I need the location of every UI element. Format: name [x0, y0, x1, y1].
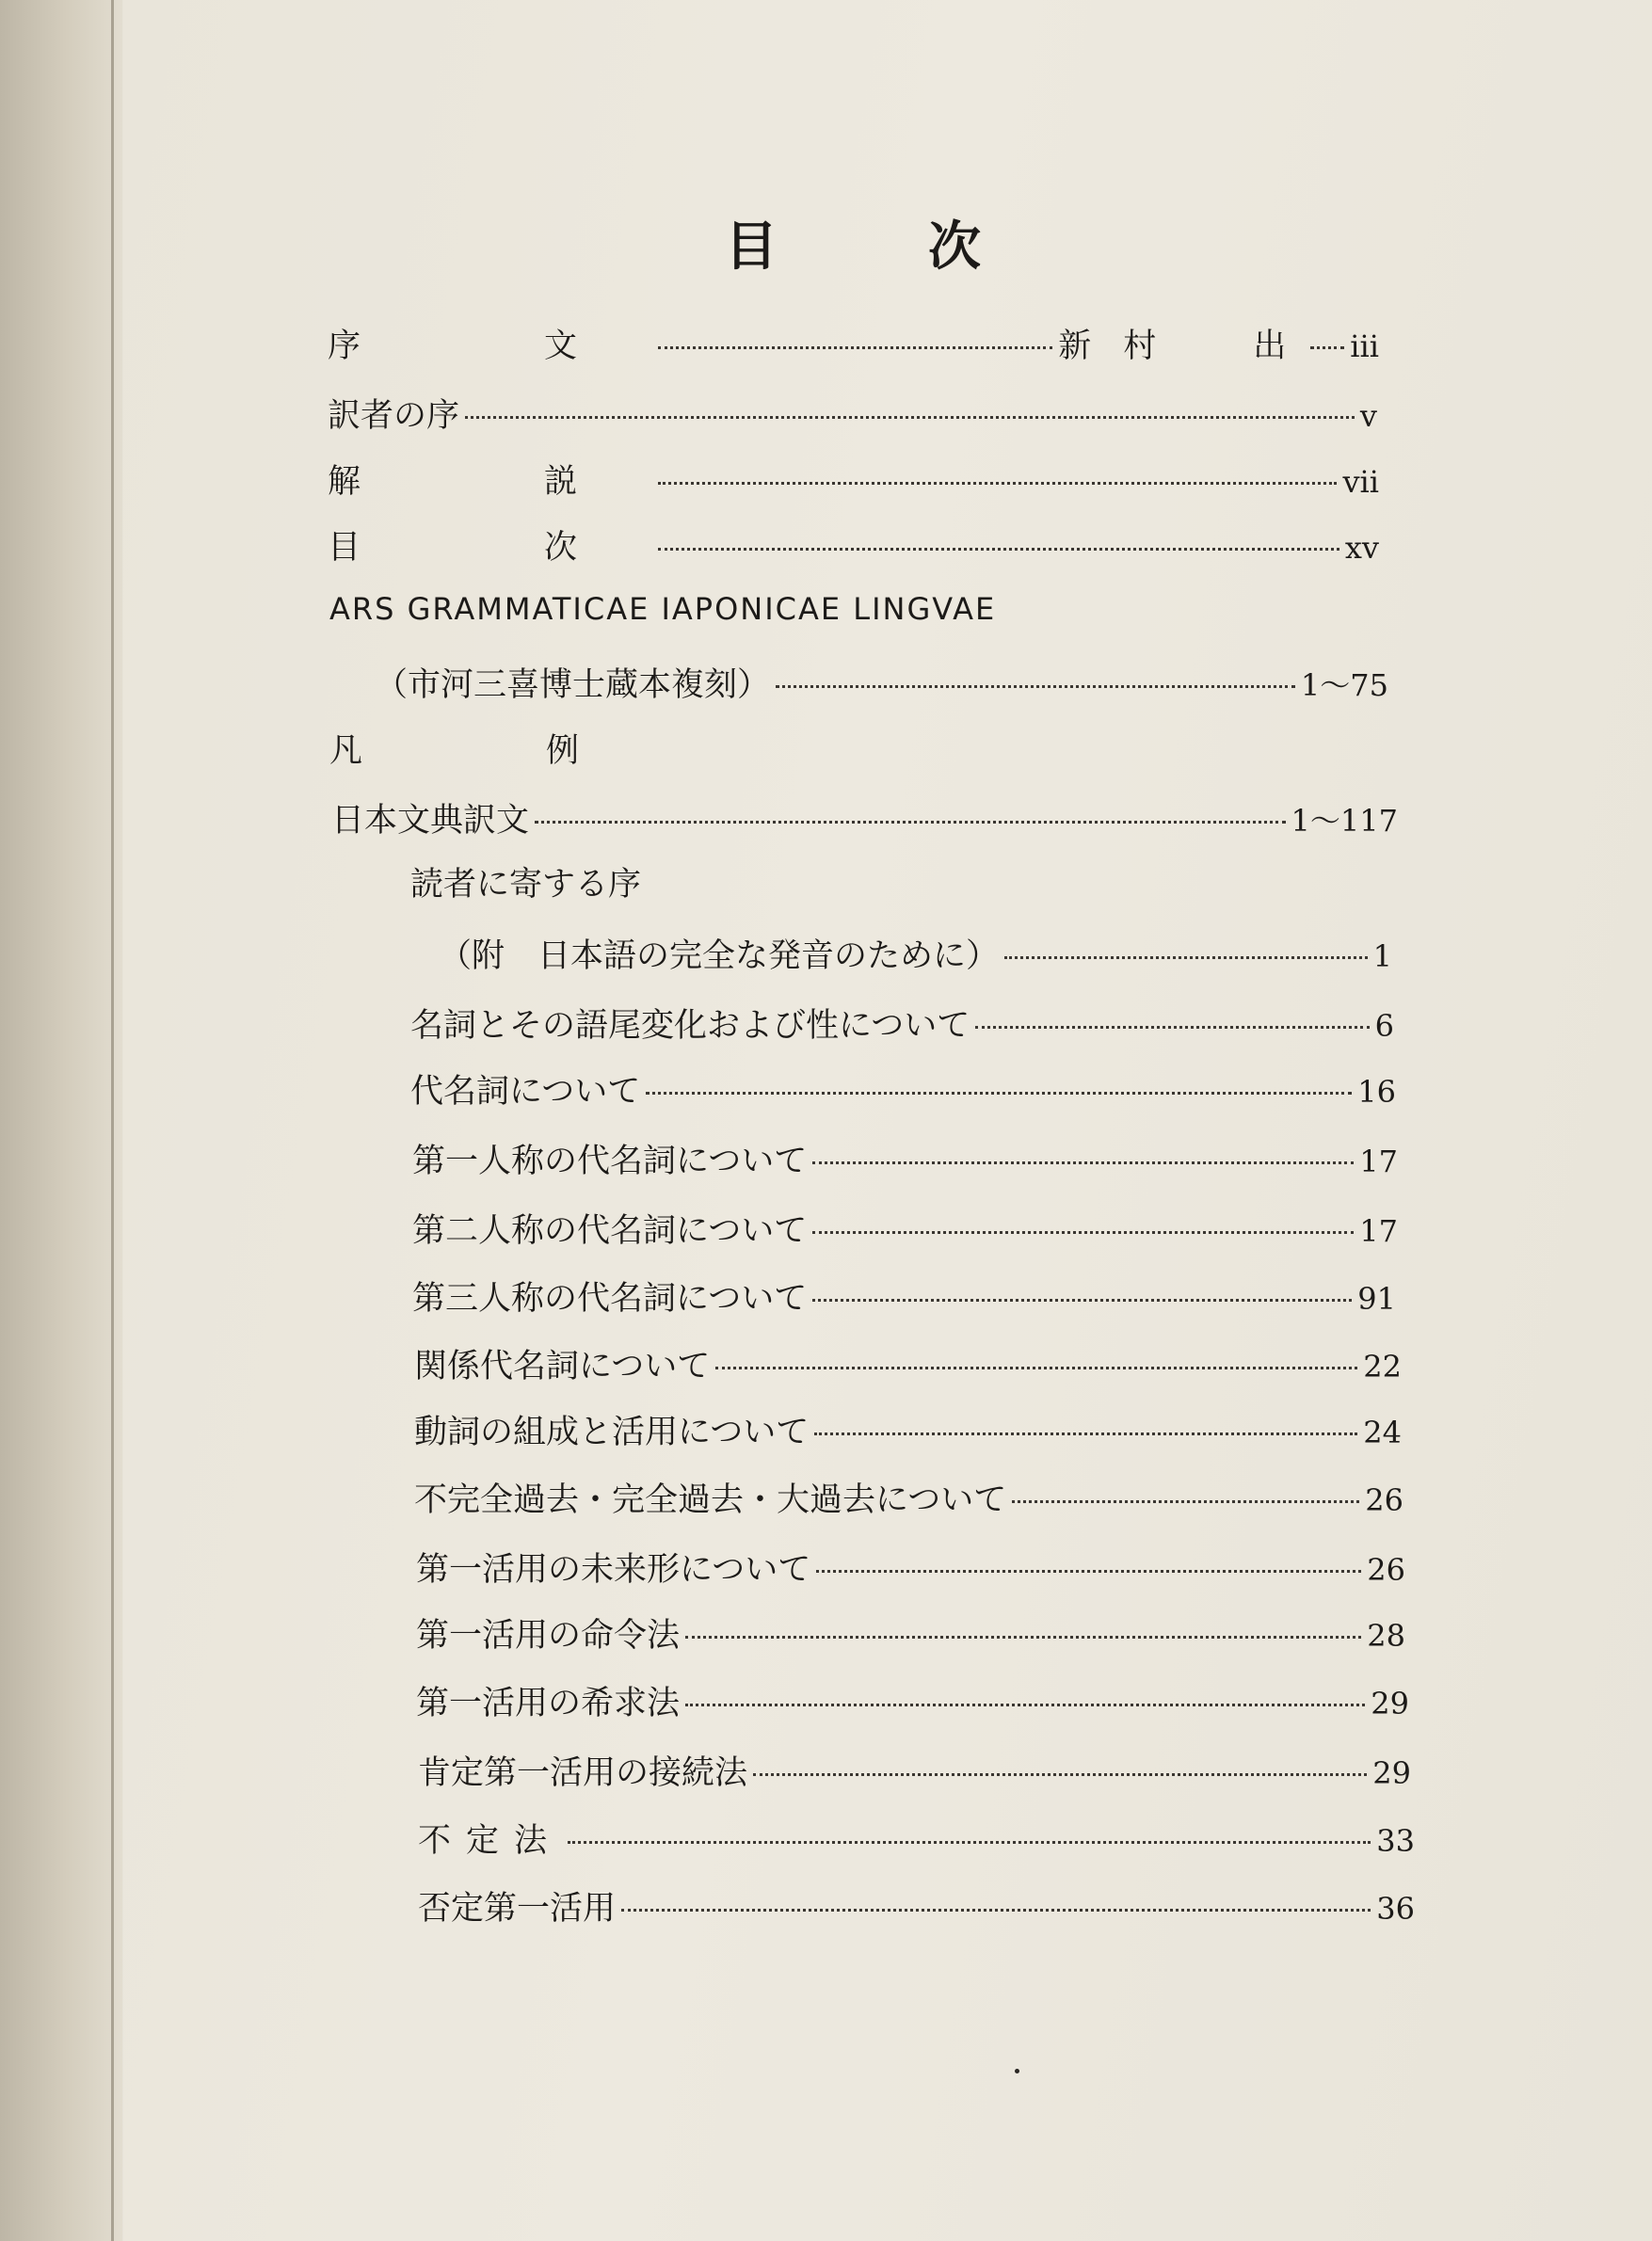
dot-leader [776, 685, 1295, 688]
toc-entry-page: 24 [1363, 1415, 1402, 1450]
dot-leader [1310, 346, 1344, 349]
print-speck [1015, 2069, 1019, 2073]
toc-entry-imperative [416, 1609, 1405, 1655]
toc-entry-translator-preface [328, 390, 1377, 435]
toc-entry-page: 26 [1365, 1482, 1403, 1518]
toc-entry-label: 目 次 [328, 529, 653, 567]
toc-entry-page: 16 [1357, 1074, 1396, 1110]
toc-entry-ars-grammaticae [329, 591, 1370, 632]
dot-leader [658, 548, 1339, 551]
toc-entry-label: 否定第一活用 [418, 1890, 617, 1928]
toc-entry-label: 第一活用の命令法 [416, 1617, 681, 1655]
toc-entry-label: （市河三喜博士蔵本複刻） [375, 666, 771, 704]
toc-entry-author: 新村 出 [1058, 328, 1319, 365]
toc-entry-page: 1 [1372, 938, 1392, 974]
dot-leader [465, 416, 1355, 419]
dot-leader [814, 1433, 1357, 1435]
toc-entry-label: 関係代名詞について [414, 1348, 711, 1385]
toc-entry-page: 1～75 [1300, 667, 1388, 703]
toc-entry-future-tense [416, 1544, 1405, 1589]
toc-entry-label: 第二人称の代名詞について [412, 1212, 808, 1250]
page-title: 目次 [725, 216, 1131, 278]
toc-entry-page: 1～117 [1291, 803, 1398, 839]
dot-leader [568, 1841, 1371, 1844]
toc-entry-label: 読者に寄する序 [410, 866, 642, 904]
dot-leader [753, 1773, 1367, 1776]
toc-entry-page: xv [1344, 530, 1379, 566]
toc-entry-contents [328, 521, 1379, 567]
dot-leader [812, 1231, 1354, 1234]
dot-leader [621, 1909, 1371, 1912]
toc-entry-page: iii [1350, 328, 1379, 364]
toc-entry-label: 肯定第一活用の接続法 [418, 1754, 748, 1792]
toc-entry-label: 第三人称の代名詞について [412, 1280, 808, 1318]
toc-entry-page: vii [1342, 464, 1379, 500]
dot-leader [685, 1636, 1361, 1639]
dot-leader [975, 1026, 1369, 1029]
toc-entry-page: 26 [1367, 1552, 1405, 1588]
toc-entry-page: 33 [1376, 1823, 1415, 1859]
dot-leader [658, 346, 1052, 349]
toc-entry-nouns [410, 1000, 1394, 1045]
toc-entry-label: 凡 例 [329, 732, 655, 770]
toc-entry-page: 28 [1367, 1618, 1405, 1654]
toc-entry-page: 6 [1374, 1008, 1394, 1044]
toc-entry-optative [416, 1677, 1409, 1722]
toc-entry-subjunctive [418, 1747, 1411, 1792]
toc-entry-label: （附 日本語の完全な発音のために） [439, 937, 1000, 975]
toc-entry-label: 序 文 [328, 328, 653, 365]
toc-entry-label: 日本文典訳文 [331, 802, 530, 840]
toc-entry-label: 訳者の序 [328, 397, 460, 435]
toc-entry-explanatory-notes [329, 725, 1370, 770]
toc-entry-infinitive [418, 1815, 1415, 1860]
toc-entry-label: 第一活用の希求法 [416, 1685, 681, 1722]
toc-entry-first-person [412, 1135, 1398, 1180]
toc-entry-page: 17 [1359, 1144, 1398, 1179]
toc-entry-label: 第一活用の未来形について [416, 1551, 811, 1589]
dot-leader [715, 1367, 1357, 1369]
toc-entry-appendix-pronunciation [439, 930, 1392, 975]
dot-leader [812, 1299, 1352, 1302]
toc-entry-page: 29 [1372, 1755, 1411, 1791]
toc-entry-page: 91 [1357, 1281, 1396, 1317]
toc-entry-grammar-translation [331, 794, 1398, 840]
toc-entry-label: 名詞とその語尾変化および性について [410, 1007, 970, 1045]
dot-leader [658, 482, 1337, 485]
toc-entry-preface-to-reader [410, 858, 1370, 904]
toc-entry-page: 29 [1371, 1686, 1409, 1721]
dot-leader [816, 1570, 1361, 1573]
dot-leader [1012, 1500, 1359, 1503]
toc-entry-page: v [1359, 398, 1377, 434]
toc-entry-negative-conjugation [418, 1882, 1415, 1928]
toc-entry-relative-pronouns [414, 1340, 1402, 1385]
toc-entry-commentary [328, 456, 1379, 501]
toc-entry-label: 動詞の組成と活用について [414, 1414, 810, 1451]
toc-entry-past-tenses [414, 1474, 1403, 1519]
toc-entry-label: 代名詞について [410, 1073, 641, 1111]
left-page-edge [0, 0, 122, 2241]
toc-entry-third-person [412, 1273, 1396, 1318]
toc-entry-label: 不完全過去・完全過去・大過去について [414, 1481, 1007, 1519]
toc-entry-label: ARS GRAMMATICAE IAPONICAE LINGVAE [329, 591, 997, 627]
toc-entry-verbs [414, 1406, 1402, 1451]
dot-leader [685, 1704, 1365, 1706]
toc-entry-page: 22 [1363, 1349, 1402, 1385]
toc-entry-pronouns [410, 1065, 1396, 1111]
dot-leader [535, 821, 1286, 824]
toc-entry-label: 不定法 [418, 1822, 563, 1860]
toc-entry-page: 17 [1359, 1213, 1398, 1249]
toc-entry-label: 第一人称の代名詞について [412, 1143, 808, 1180]
toc-entry-page: 36 [1376, 1891, 1415, 1927]
dot-leader [1004, 956, 1368, 959]
toc-entry-second-person [412, 1205, 1398, 1250]
dot-leader [812, 1161, 1354, 1164]
toc-entry-facsimile [375, 659, 1388, 704]
dot-leader [646, 1092, 1352, 1095]
book-gutter [111, 0, 114, 2241]
toc-entry-label: 解 説 [328, 463, 653, 501]
toc-entry-preface [328, 320, 1379, 365]
